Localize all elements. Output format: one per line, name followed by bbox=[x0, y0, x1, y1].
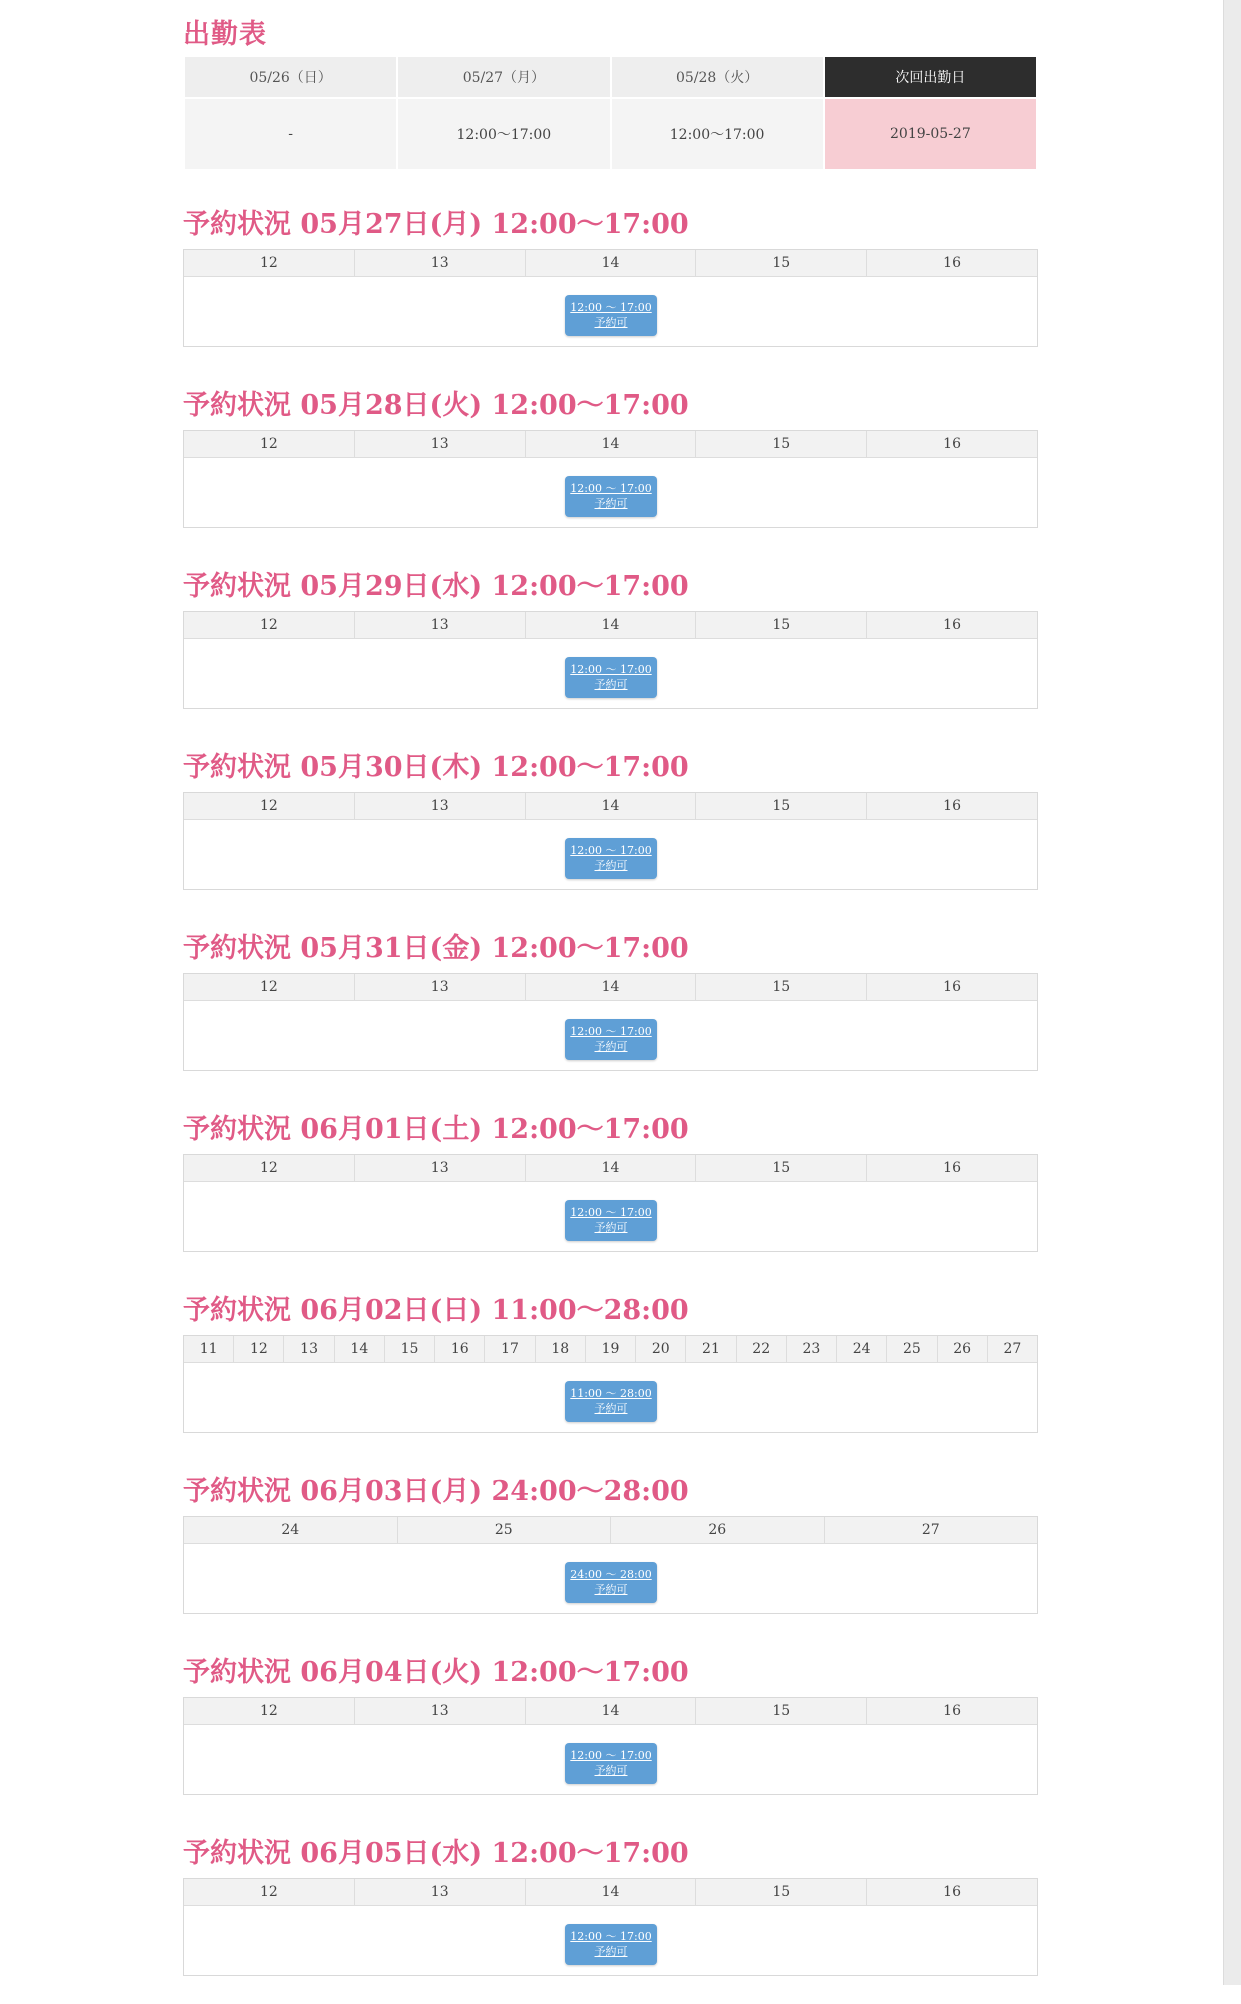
hour-cell: 12 bbox=[184, 793, 355, 819]
reservation-slot-button[interactable] bbox=[565, 1562, 657, 1603]
slot-status-label: 予約可 bbox=[594, 497, 628, 510]
hour-cell: 15 bbox=[696, 793, 867, 819]
attendance-header: 05/26（日） bbox=[184, 56, 397, 98]
hour-cell: 15 bbox=[696, 612, 867, 638]
slot-status-label: 予約可 bbox=[594, 678, 628, 691]
slot-time-label: 11:00 〜 28:00 bbox=[570, 1387, 652, 1400]
reservation-slot-button[interactable] bbox=[565, 657, 657, 698]
hour-cell: 15 bbox=[385, 1336, 435, 1362]
reservation-slot-button[interactable] bbox=[565, 838, 657, 879]
reservation-section bbox=[183, 1472, 1038, 1642]
reservation-slot-button[interactable] bbox=[565, 1924, 657, 1965]
reservation-title: 予約状況 06月02日(日) 11:00〜28:00 bbox=[183, 1295, 689, 1326]
hour-cell: 15 bbox=[696, 1698, 867, 1724]
reservation-slot-button[interactable] bbox=[565, 1019, 657, 1060]
reservation-slot-button[interactable] bbox=[565, 1200, 657, 1241]
hour-cell: 15 bbox=[696, 974, 867, 1000]
hour-cell: 12 bbox=[234, 1336, 284, 1362]
hour-cell: 20 bbox=[636, 1336, 686, 1362]
hour-cell: 12 bbox=[184, 974, 355, 1000]
attendance-header: 05/28（火） bbox=[611, 56, 824, 98]
reservation-title: 予約状況 06月01日(土) 12:00〜17:00 bbox=[183, 1114, 689, 1145]
reservation-title: 予約状況 06月03日(月) 24:00〜28:00 bbox=[183, 1476, 689, 1507]
slot-time-label: 12:00 〜 17:00 bbox=[570, 1206, 652, 1219]
hour-cell: 22 bbox=[737, 1336, 787, 1362]
hour-cell: 16 bbox=[943, 1703, 961, 1719]
hour-cell: 11 bbox=[184, 1336, 234, 1362]
hour-cell: 15 bbox=[696, 431, 867, 457]
hour-cell: 25 bbox=[398, 1517, 612, 1543]
hour-cell: 16 bbox=[943, 979, 961, 995]
hour-cell: 16 bbox=[943, 255, 961, 271]
hour-cell: 12 bbox=[184, 612, 355, 638]
hour-cell: 16 bbox=[435, 1336, 485, 1362]
reservation-section bbox=[183, 1110, 1038, 1280]
hour-cell: 21 bbox=[686, 1336, 736, 1362]
timeline bbox=[183, 1154, 1038, 1252]
reservation-section bbox=[183, 1291, 1038, 1461]
shukkin-title: 出勤表 bbox=[183, 19, 267, 50]
hour-cell: 13 bbox=[355, 1698, 526, 1724]
hour-cell: 14 bbox=[526, 1698, 697, 1724]
hour-cell: 13 bbox=[355, 612, 526, 638]
reservation-section bbox=[183, 567, 1038, 737]
attendance-value: 12:00〜17:00 bbox=[611, 98, 824, 170]
reservation-title: 予約状況 05月29日(水) 12:00〜17:00 bbox=[183, 571, 689, 602]
hour-cell: 14 bbox=[526, 1879, 697, 1905]
hour-cell: 23 bbox=[787, 1336, 837, 1362]
slot-time-label: 12:00 〜 17:00 bbox=[570, 301, 652, 314]
hour-cell: 13 bbox=[355, 974, 526, 1000]
hour-header bbox=[184, 612, 1037, 639]
attendance-header-row bbox=[184, 56, 1037, 98]
hour-cell: 16 bbox=[943, 1160, 961, 1176]
hour-cell: 12 bbox=[184, 431, 355, 457]
slot-time-label: 12:00 〜 17:00 bbox=[570, 1930, 652, 1943]
hour-cell: 14 bbox=[526, 1155, 697, 1181]
hour-cell: 25 bbox=[887, 1336, 937, 1362]
hour-cell: 24 bbox=[184, 1517, 398, 1543]
hour-cell: 16 bbox=[943, 436, 961, 452]
hour-cell: 26 bbox=[611, 1517, 825, 1543]
timeline bbox=[183, 1335, 1038, 1433]
slot-status-label: 予約可 bbox=[594, 1221, 628, 1234]
reservation-title: 予約状況 05月31日(金) 12:00〜17:00 bbox=[183, 933, 689, 964]
reservation-section bbox=[183, 1834, 1038, 2004]
attendance-value: 12:00〜17:00 bbox=[397, 98, 610, 170]
reservation-slot-button[interactable] bbox=[565, 1743, 657, 1784]
hour-cell: 14 bbox=[526, 974, 697, 1000]
hour-cell: 18 bbox=[536, 1336, 586, 1362]
reservation-title: 予約状況 06月04日(火) 12:00〜17:00 bbox=[183, 1657, 689, 1688]
slot-status-label: 予約可 bbox=[594, 1764, 628, 1777]
reservation-slot-button[interactable] bbox=[565, 476, 657, 517]
hour-cell: 27 bbox=[1003, 1341, 1022, 1357]
hour-cell: 13 bbox=[355, 431, 526, 457]
reservation-title: 予約状況 05月27日(月) 12:00〜17:00 bbox=[183, 209, 689, 240]
hour-header bbox=[184, 1336, 1037, 1363]
hour-header bbox=[184, 793, 1037, 820]
slot-status-label: 予約可 bbox=[594, 316, 628, 329]
hour-cell: 26 bbox=[938, 1336, 988, 1362]
hour-cell: 15 bbox=[696, 250, 867, 276]
reservation-title: 予約状況 06月05日(水) 12:00〜17:00 bbox=[183, 1838, 689, 1869]
timeline bbox=[183, 1878, 1038, 1976]
timeline bbox=[183, 430, 1038, 528]
hour-cell: 16 bbox=[943, 1884, 961, 1900]
timeline bbox=[183, 973, 1038, 1071]
slot-time-label: 12:00 〜 17:00 bbox=[570, 663, 652, 676]
reservation-section bbox=[183, 205, 1038, 375]
hour-header bbox=[184, 250, 1037, 277]
hour-cell: 13 bbox=[284, 1336, 334, 1362]
hour-cell: 27 bbox=[921, 1522, 940, 1538]
slot-time-label: 24:00 〜 28:00 bbox=[570, 1568, 652, 1581]
hour-cell: 13 bbox=[355, 1879, 526, 1905]
hour-cell: 17 bbox=[485, 1336, 535, 1362]
timeline bbox=[183, 792, 1038, 890]
attendance-header: 05/27（月） bbox=[397, 56, 610, 98]
timeline bbox=[183, 1516, 1038, 1614]
hour-cell: 16 bbox=[943, 617, 961, 633]
hour-cell: 16 bbox=[943, 798, 961, 814]
attendance-value-row bbox=[184, 98, 1037, 170]
hour-header bbox=[184, 974, 1037, 1001]
reservation-slot-button[interactable] bbox=[565, 1381, 657, 1422]
slot-status-label: 予約可 bbox=[594, 1402, 628, 1415]
hour-cell: 14 bbox=[526, 793, 697, 819]
hour-header bbox=[184, 431, 1037, 458]
slot-status-label: 予約可 bbox=[594, 859, 628, 872]
scrollbar[interactable] bbox=[1223, 0, 1241, 1985]
next-workday-header: 次回出勤日 bbox=[824, 56, 1037, 98]
hour-header bbox=[184, 1879, 1037, 1906]
hour-cell: 14 bbox=[335, 1336, 385, 1362]
timeline bbox=[183, 249, 1038, 347]
timeline bbox=[183, 1697, 1038, 1795]
reservation-title: 予約状況 05月28日(火) 12:00〜17:00 bbox=[183, 390, 689, 421]
hour-cell: 12 bbox=[184, 1155, 355, 1181]
reservation-section bbox=[183, 748, 1038, 918]
attendance-table bbox=[183, 55, 1038, 171]
hour-cell: 14 bbox=[526, 612, 697, 638]
slot-time-label: 12:00 〜 17:00 bbox=[570, 1749, 652, 1762]
next-workday-value: 2019-05-27 bbox=[824, 98, 1037, 170]
hour-cell: 14 bbox=[526, 250, 697, 276]
reservation-slot-button[interactable] bbox=[565, 295, 657, 336]
timeline bbox=[183, 611, 1038, 709]
reservation-section bbox=[183, 1653, 1038, 1823]
hour-cell: 15 bbox=[696, 1879, 867, 1905]
hour-cell: 24 bbox=[837, 1336, 887, 1362]
hour-header bbox=[184, 1155, 1037, 1182]
slot-status-label: 予約可 bbox=[594, 1040, 628, 1053]
slot-time-label: 12:00 〜 17:00 bbox=[570, 1025, 652, 1038]
hour-cell: 15 bbox=[696, 1155, 867, 1181]
reservation-title: 予約状況 05月30日(木) 12:00〜17:00 bbox=[183, 752, 689, 783]
hour-cell: 12 bbox=[184, 1698, 355, 1724]
reservation-section bbox=[183, 386, 1038, 556]
reservation-section bbox=[183, 929, 1038, 1099]
slot-time-label: 12:00 〜 17:00 bbox=[570, 844, 652, 857]
hour-cell: 13 bbox=[355, 1155, 526, 1181]
hour-cell: 12 bbox=[184, 250, 355, 276]
hour-cell: 19 bbox=[586, 1336, 636, 1362]
slot-status-label: 予約可 bbox=[594, 1945, 628, 1958]
hour-cell: 12 bbox=[184, 1879, 355, 1905]
hour-header bbox=[184, 1517, 1037, 1544]
hour-cell: 13 bbox=[355, 250, 526, 276]
hour-header bbox=[184, 1698, 1037, 1725]
slot-time-label: 12:00 〜 17:00 bbox=[570, 482, 652, 495]
attendance-value: - bbox=[184, 98, 397, 170]
hour-cell: 13 bbox=[355, 793, 526, 819]
hour-cell: 14 bbox=[526, 431, 697, 457]
slot-status-label: 予約可 bbox=[594, 1583, 628, 1596]
